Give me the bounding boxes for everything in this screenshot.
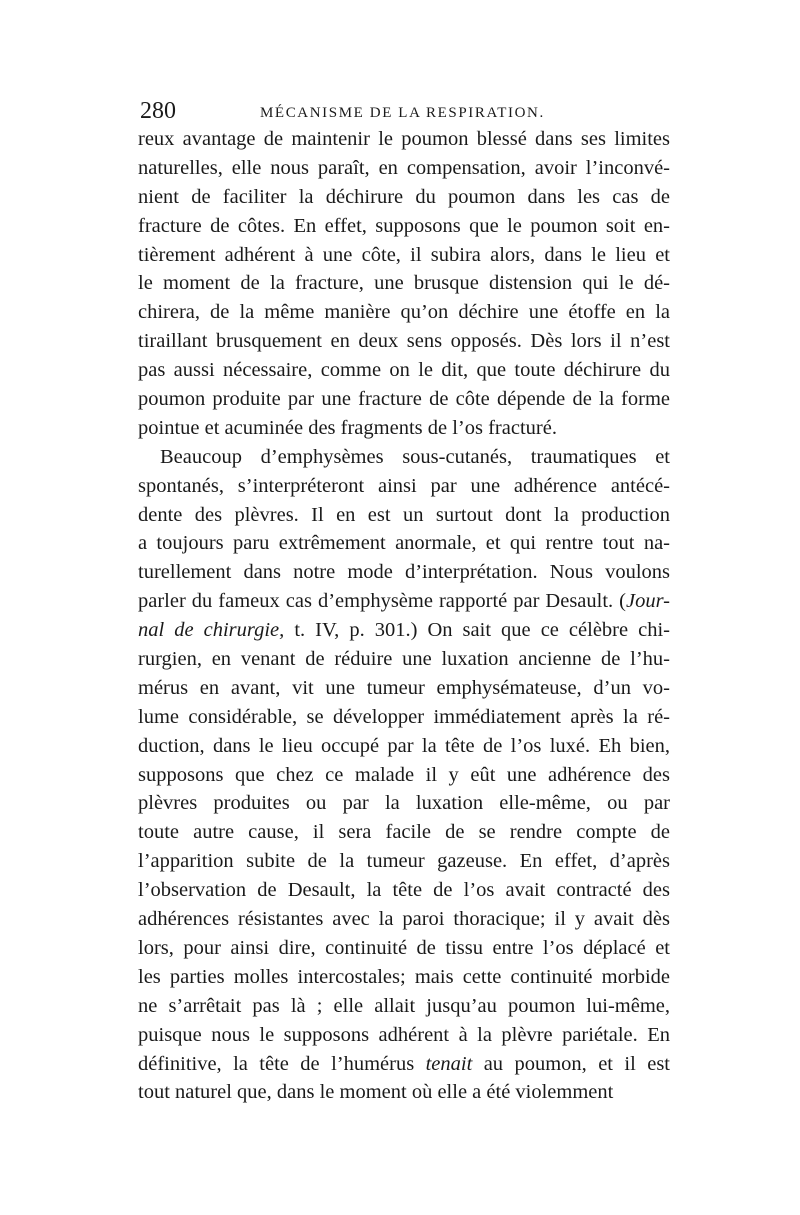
text-line: [138, 125, 670, 154]
text-line: [138, 414, 670, 443]
text-line: [138, 674, 670, 703]
text-line: [138, 558, 670, 587]
text-line: [138, 934, 670, 963]
text-segment: toute autre cause, il sera facile de se rendre compte de: [138, 821, 670, 844]
text-line: [138, 587, 670, 616]
text-segment: tout naturel que, dans le moment où elle a été violemment: [138, 1081, 614, 1104]
italic-segment: Jour-: [626, 590, 670, 613]
text-line: [138, 1050, 670, 1079]
text-segment: plèvres produites ou par la luxation elle-même, ou par: [138, 792, 670, 815]
text-segment: tiraillant brusquement en deux sens opposés. Dès lors il n’est: [138, 330, 670, 353]
text-line: [138, 183, 670, 212]
text-segment: au poumon, et il est: [472, 1052, 670, 1075]
text-segment: puisque nous le supposons adhérent à la plèvre pariétale. En: [138, 1023, 670, 1046]
text-segment: pointue et acuminée des fragments de l’os fracturé.: [138, 416, 557, 439]
text-segment: tièrement adhérent à une côte, il subira alors, dans le lieu et: [138, 243, 670, 266]
body-text: [138, 125, 670, 1107]
text-line: [138, 732, 670, 761]
text-segment: a toujours paru extrêmement anormale, et qui rentre tout na-: [138, 532, 670, 555]
text-segment: duction, dans le lieu occupé par la tête de l’os luxé. Eh bien,: [138, 734, 670, 757]
text-segment: parler du fameux cas d’emphysème rapporté par Desault. (: [138, 590, 626, 613]
text-line: [138, 154, 670, 183]
text-segment: mérus en avant, vit une tumeur emphysémateuse, d’un vo-: [138, 676, 670, 699]
running-title: MÉCANISME DE LA RESPIRATION.: [260, 105, 545, 121]
page-header: [138, 96, 670, 126]
text-line: [138, 616, 670, 645]
italic-segment: tenait: [425, 1052, 473, 1075]
text-line: [138, 876, 670, 905]
text-line: [138, 241, 670, 270]
text-line: [138, 645, 670, 674]
text-segment: l’observation de Desault, la tête de l’os avait contracté des: [138, 879, 670, 902]
text-segment: lors, pour ainsi dire, continuité de tissu entre l’os déplacé et: [138, 936, 670, 959]
text-segment: lume considérable, se développer immédiatement après la ré-: [138, 705, 670, 728]
text-line: [138, 212, 670, 241]
text-segment: dente des plèvres. Il en est un surtout dont la production: [138, 503, 670, 526]
text-segment: définitive, la tête de l’humérus: [138, 1052, 426, 1075]
text-segment: t. IV, p. 301.) On sait que ce célèbre chi-: [284, 619, 670, 642]
text-line: [138, 1021, 670, 1050]
text-segment: naturelles, elle nous paraît, en compensation, avoir l’inconvé-: [138, 156, 670, 179]
text-line: [138, 905, 670, 934]
text-line: [138, 443, 670, 472]
text-segment: fracture de côtes. En effet, supposons que le poumon soit en-: [138, 214, 670, 237]
text-segment: nient de faciliter la déchirure du poumon dans les cas de: [138, 185, 670, 208]
text-line: [138, 1078, 670, 1107]
text-line: [138, 298, 670, 327]
text-line: [138, 761, 670, 790]
text-line: [138, 269, 670, 298]
text-segment: l’apparition subite de la tumeur gazeuse. En effet, d’après: [138, 850, 670, 873]
page-number: 280: [140, 98, 176, 124]
text-segment: ne s’arrêtait pas là ; elle allait jusqu’au poumon lui-même,: [138, 994, 670, 1017]
text-segment: chirera, de la même manière qu’on déchire une étoffe en la: [138, 301, 670, 324]
text-line: [138, 385, 670, 414]
text-segment: supposons que chez ce malade il y eût une adhérence des: [138, 763, 670, 786]
text-segment: rurgien, en venant de réduire une luxation ancienne de l’hu-: [138, 648, 670, 671]
text-segment: spontanés, s’interpréteront ainsi par une adhérence antécé-: [138, 474, 670, 497]
text-segment: pas aussi nécessaire, comme on le dit, que toute déchirure du: [138, 359, 670, 382]
text-line: [138, 501, 670, 530]
text-segment: le moment de la fracture, une brusque distension qui le dé-: [138, 272, 670, 295]
text-segment: Beaucoup d’emphysèmes sous-cutanés, traumatiques et: [160, 445, 670, 468]
text-line: [138, 847, 670, 876]
text-line: [138, 963, 670, 992]
text-line: [138, 472, 670, 501]
text-line: [138, 356, 670, 385]
text-segment: reux avantage de maintenir le poumon blessé dans ses limites: [138, 128, 670, 150]
text-line: [138, 992, 670, 1021]
text-segment: les parties molles intercostales; mais cette continuité morbide: [138, 965, 670, 988]
italic-segment: nal de chirurgie,: [138, 619, 285, 642]
text-line: [138, 327, 670, 356]
text-segment: poumon produite par une fracture de côte dépende de la forme: [138, 388, 670, 411]
text-segment: adhérences résistantes avec la paroi thoracique; il y avait dès: [138, 908, 670, 931]
text-line: [138, 703, 670, 732]
text-line: [138, 789, 670, 818]
text-line: [138, 818, 670, 847]
text-line: [138, 529, 670, 558]
text-segment: turellement dans notre mode d’interprétation. Nous voulons: [138, 561, 670, 584]
